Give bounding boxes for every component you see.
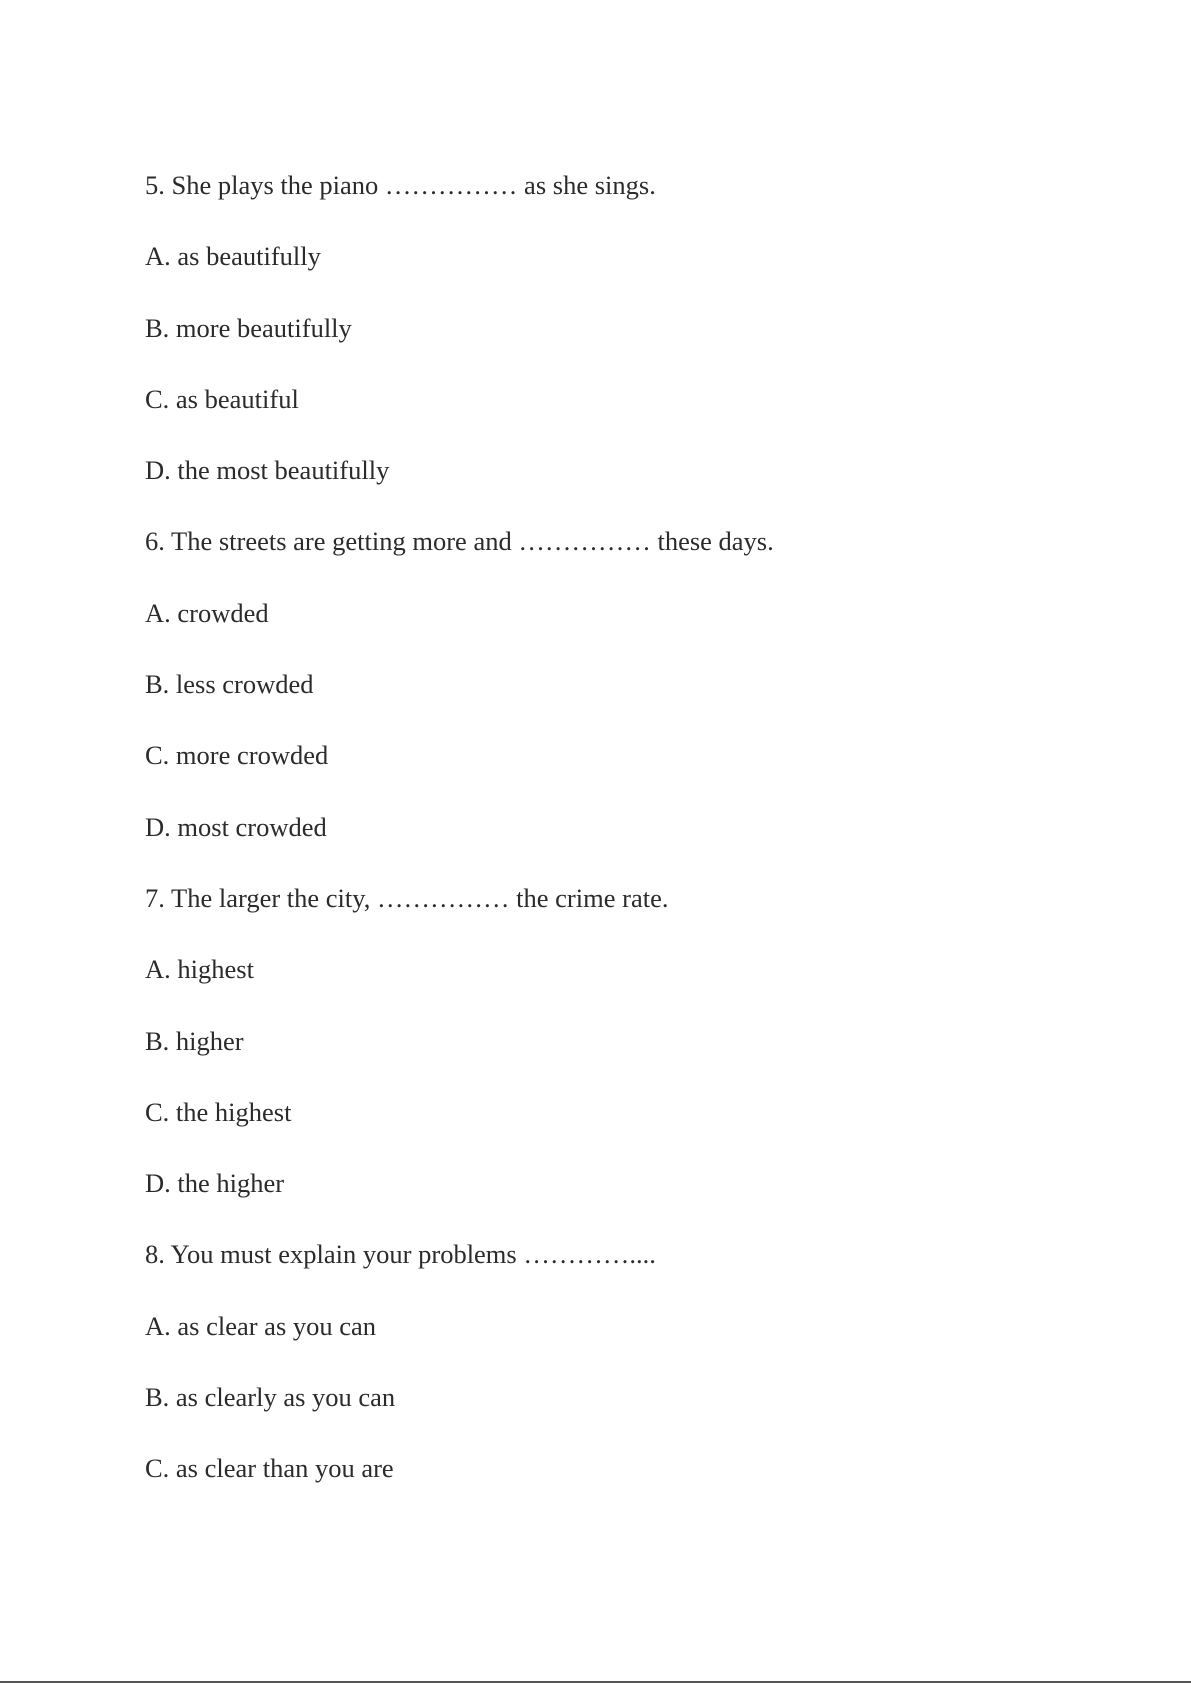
answer-option: C. the highest xyxy=(145,1096,292,1127)
answer-option: B. higher xyxy=(145,1025,244,1056)
answer-option: C. as clear than you are xyxy=(145,1453,394,1484)
answer-option: B. as clearly as you can xyxy=(145,1382,396,1413)
answer-option: D. the higher xyxy=(145,1168,285,1199)
answer-option: A. crowded xyxy=(145,597,269,628)
question-stem: 8. You must explain your problems ………….... xyxy=(145,1239,656,1270)
answer-option: C. as beautiful xyxy=(145,383,299,414)
question-stem: 6. The streets are getting more and …………… these days. xyxy=(145,526,774,557)
answer-option: B. more beautifully xyxy=(145,312,352,343)
question-stem: 7. The larger the city, …………… the crime rate. xyxy=(145,882,669,913)
answer-option: D. the most beautifully xyxy=(145,455,390,486)
answer-option: A. as beautifully xyxy=(145,241,321,272)
answer-option: C. more crowded xyxy=(145,740,329,771)
answer-option: B. less crowded xyxy=(145,669,314,700)
answer-option: A. as clear as you can xyxy=(145,1310,377,1341)
question-stem: 5. She plays the piano …………… as she sings. xyxy=(145,170,656,200)
answer-option: A. highest xyxy=(145,954,254,985)
question-list xyxy=(145,150,1125,1505)
answer-option: D. most crowded xyxy=(145,811,327,842)
page-bottom-border xyxy=(0,1681,1191,1683)
